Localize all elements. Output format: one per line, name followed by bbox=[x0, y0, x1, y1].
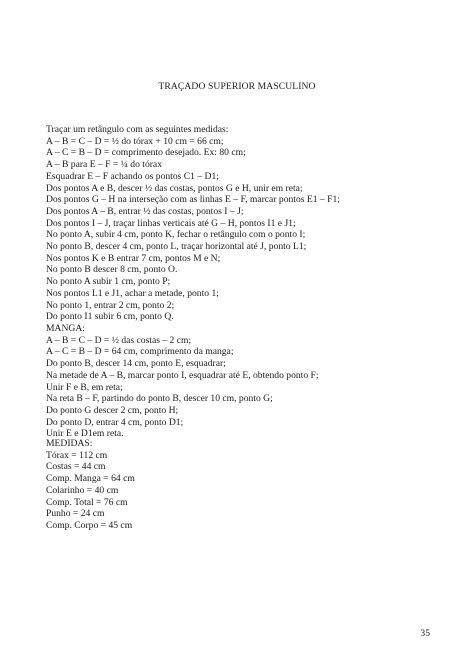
instruction-line: A – B = C – D = ½ das costas – 2 cm; bbox=[46, 334, 192, 346]
instruction-line: Dos pontos G – H na interseção com as linhas E – F, marcar pontos E1 – F1; bbox=[46, 194, 340, 206]
instruction-line: A – B = C – D = ½ do tórax + 10 cm = 66 cm; bbox=[46, 135, 224, 147]
instruction-line: Na metade de A – B, marcar ponto I, esquadrar até E, obtendo ponto F; bbox=[46, 369, 319, 381]
instruction-line: Unir E e D1em reta. bbox=[46, 428, 124, 440]
measurement-line: Colarinho = 40 cm bbox=[46, 484, 119, 496]
instruction-line: Traçar um retângulo com as seguintes medidas: bbox=[46, 124, 229, 135]
page-title: TRAÇADO SUPERIOR MASCULINO bbox=[158, 81, 316, 92]
instruction-line: Esquadrar E – F achando os pontos C1 – D1; bbox=[46, 170, 219, 182]
measurement-line: Punho = 24 cm bbox=[46, 508, 105, 520]
intro-instructions bbox=[46, 124, 446, 323]
instruction-line: No ponto 1, entrar 2 cm, ponto 2; bbox=[46, 299, 175, 311]
section-heading: MANGA: bbox=[46, 323, 85, 334]
instruction-line: Nos pontos K e B entrar 7 cm, pontos M e N; bbox=[46, 252, 221, 264]
instruction-line: No ponto A subir 1 cm, ponto P; bbox=[46, 276, 171, 288]
instruction-line: Dos pontos A – B, entrar ½ das costas, pontos I – J; bbox=[46, 205, 244, 217]
instruction-line: Do ponto B, descer 14 cm, ponto E, esquadrar; bbox=[46, 358, 226, 370]
instruction-line: No ponto A, subir 4 cm, ponto K, fechar o retângulo com o ponto I; bbox=[46, 229, 306, 241]
instruction-line: Do ponto I1 subir 6 cm, ponto Q. bbox=[46, 311, 174, 323]
instruction-line: No ponto B descer 8 cm, ponto O. bbox=[46, 264, 178, 276]
section-heading: MEDIDAS: bbox=[46, 438, 93, 449]
instruction-line: No ponto B, descer 4 cm, ponto L, traçar horizontal até J, ponto L1; bbox=[46, 241, 307, 253]
medidas-section bbox=[46, 438, 446, 532]
instruction-line: Do ponto G descer 2 cm, ponto H; bbox=[46, 404, 179, 416]
instruction-line: Nos pontos L1 e J1, achar a metade, ponto 1; bbox=[46, 287, 219, 299]
instruction-line: A – C = B – D = 64 cm, comprimento da manga; bbox=[46, 346, 234, 358]
instruction-line: Unir F e B, em reta; bbox=[46, 381, 123, 393]
measurement-line: Costas = 44 cm bbox=[46, 461, 106, 473]
measurement-line: Comp. Total = 76 cm bbox=[46, 496, 128, 508]
page-number: 35 bbox=[420, 628, 430, 639]
instruction-line: Dos pontos I – J, traçar linhas verticais até G – H, pontos I1 e J1; bbox=[46, 217, 296, 229]
instruction-line: Na reta B – F, partindo do ponto B, descer 10 cm, ponto G; bbox=[46, 393, 273, 405]
manga-section bbox=[46, 323, 446, 440]
instruction-line: A – B para E – F = ¼ do tórax bbox=[46, 159, 162, 171]
measurement-line: Tórax = 112 cm bbox=[46, 449, 108, 461]
measurement-line: Comp. Corpo = 45 cm bbox=[46, 519, 133, 531]
measurement-line: Comp. Manga = 64 cm bbox=[46, 473, 135, 485]
instruction-line: A – C = B – D = comprimento desejado. Ex: 80 cm; bbox=[46, 147, 246, 159]
instruction-line: Dos pontos A e B, descer ½ das costas, pontos G e H, unir em reta; bbox=[46, 182, 303, 194]
instruction-line: Do ponto D, entrar 4 cm, ponto D1; bbox=[46, 416, 184, 428]
